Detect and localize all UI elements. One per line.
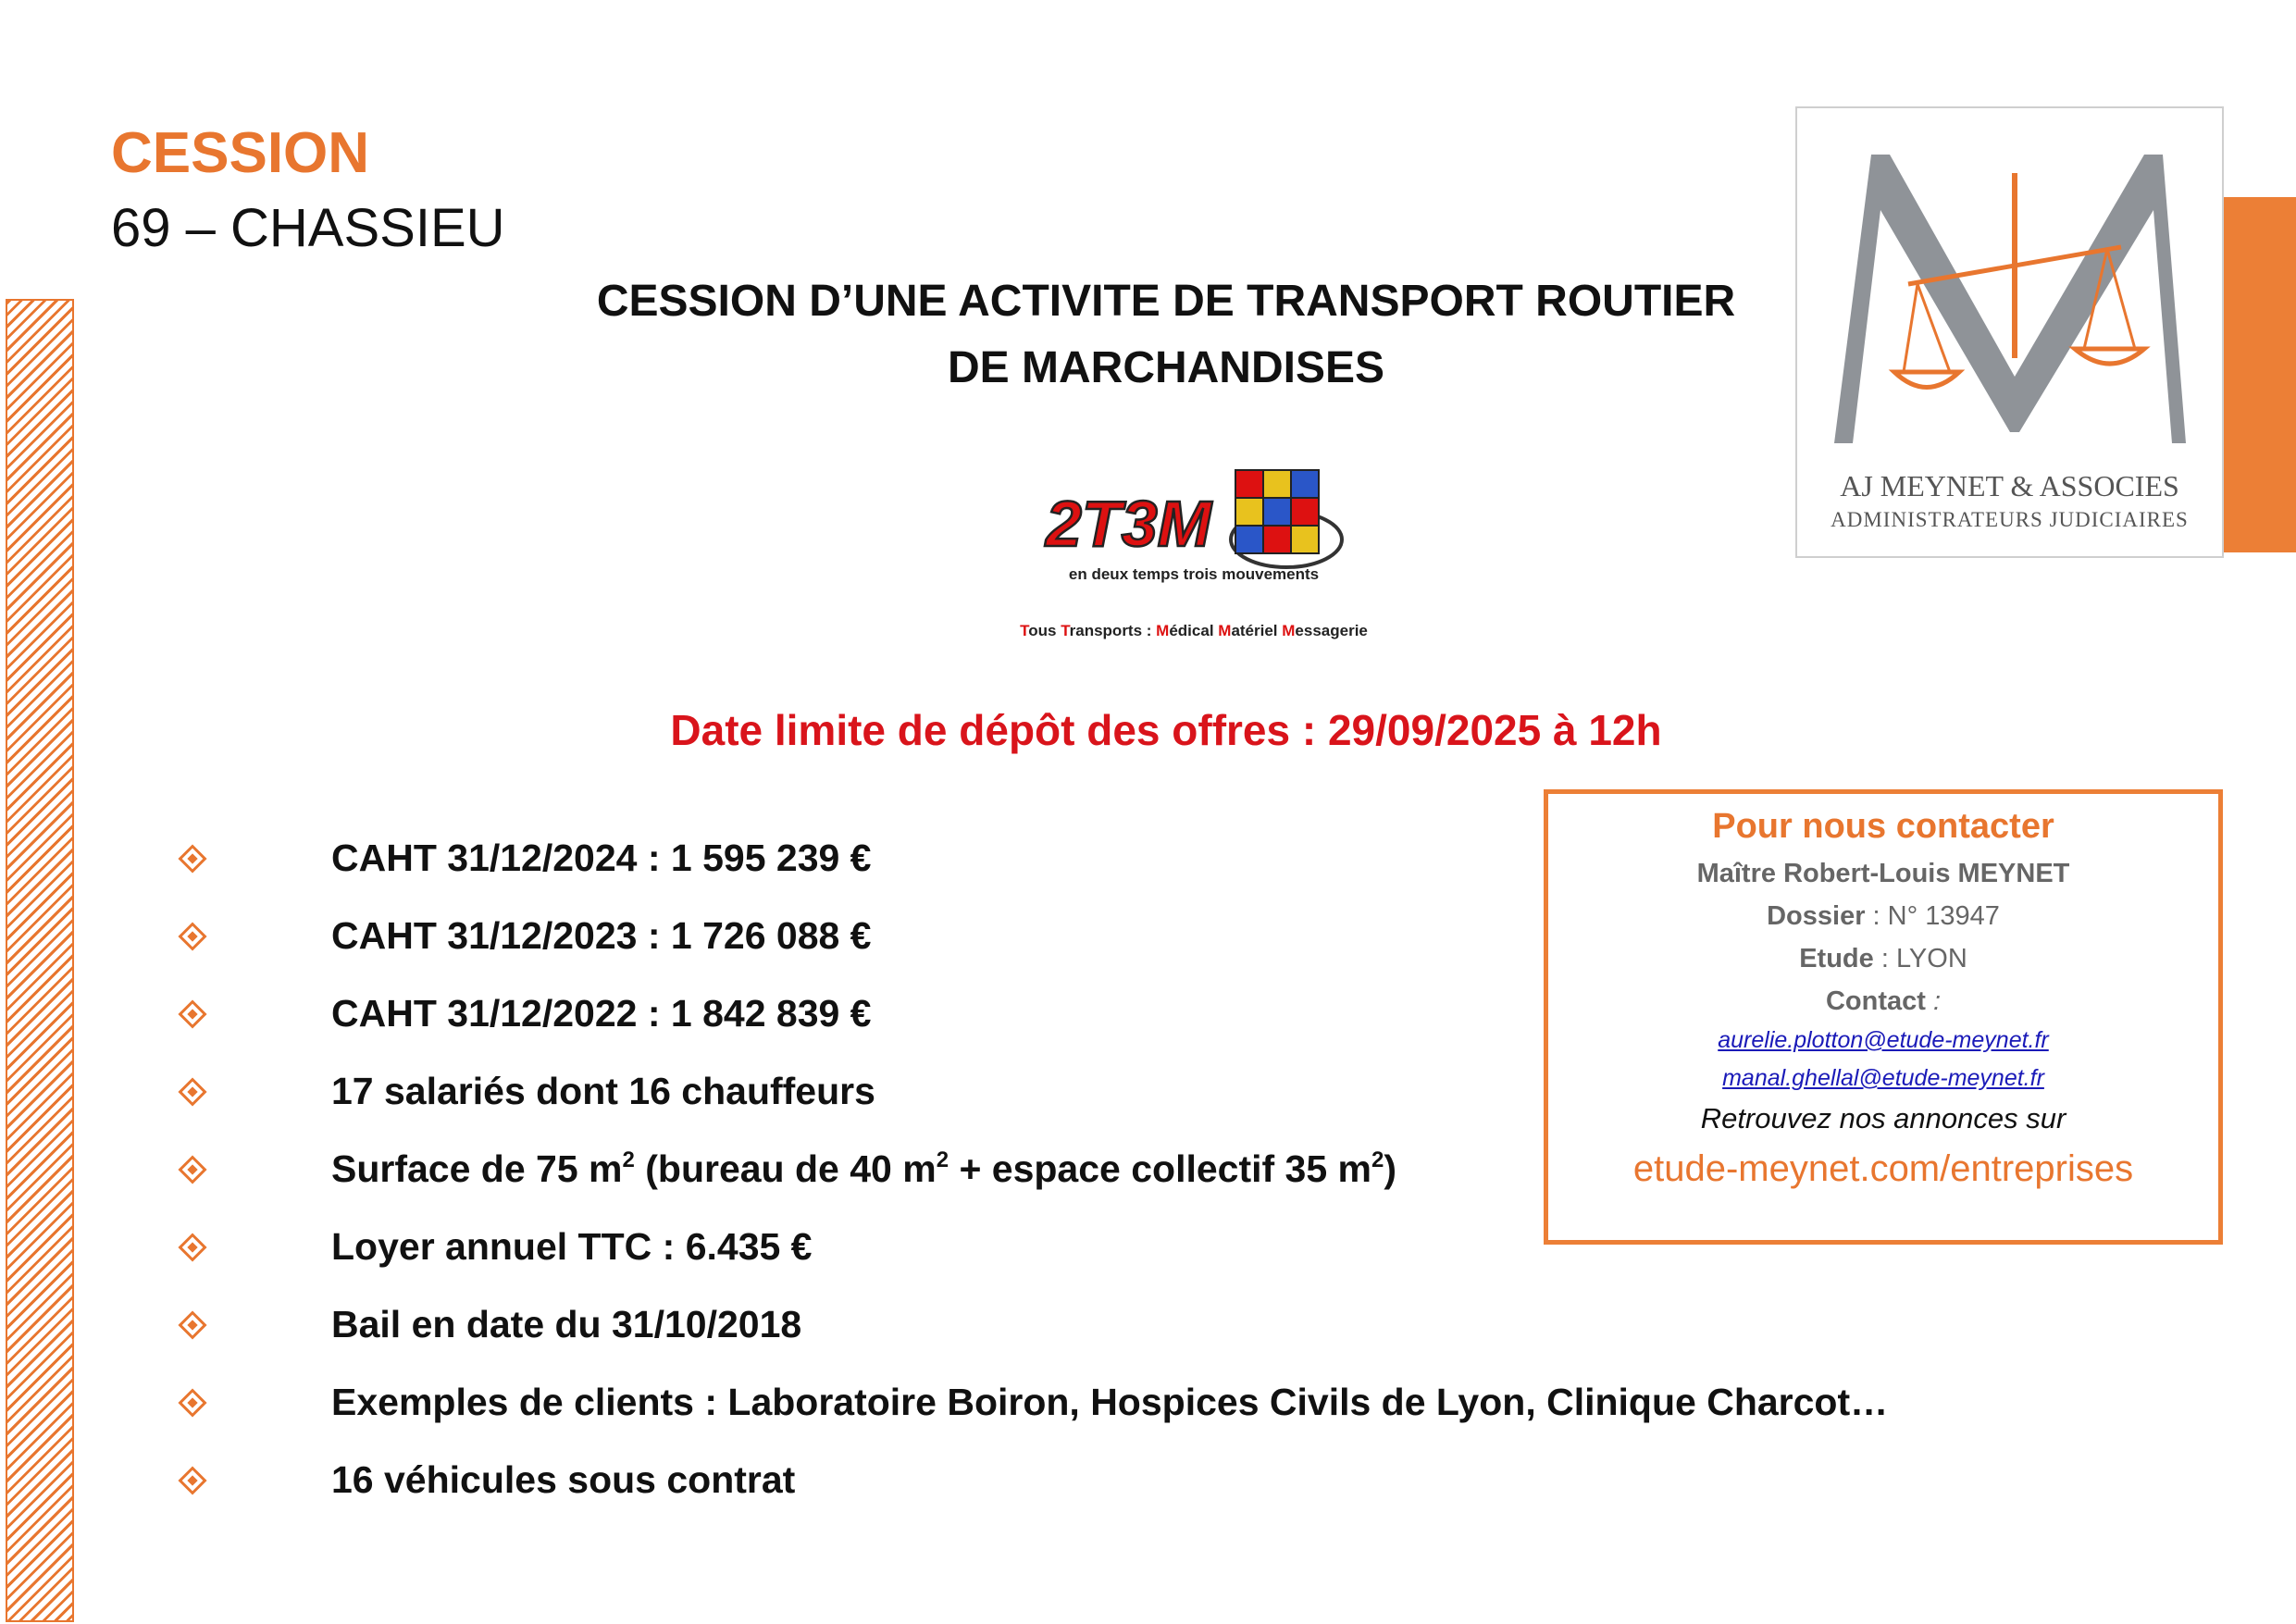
diamond-bullet-icon [178,1466,206,1494]
diamond-bullet-icon [178,922,206,950]
firm-name: AJ MEYNET & ASSOCIES [1840,469,2179,502]
contact-box [1544,789,2223,1245]
diamond-bullet-icon [178,844,206,873]
right-orange-bar [2224,197,2296,552]
diamond-bullet-icon [178,1310,206,1339]
left-hatched-stripe [6,299,74,1622]
diamond-bullet-icon [178,999,206,1028]
retrouvez-text: Retrouvez nos annonces sur [1700,1102,2066,1134]
offer-deadline: Date limite de dépôt des offres : 29/09/2025 à 12h [670,706,1662,754]
email-link-1[interactable]: aurelie.plotton@etude-meynet.fr [1718,1027,2049,1053]
contact-etude: Etude : LYON [1799,944,1967,973]
contact-title: Pour nous contacter [1712,807,2054,846]
location-title: 69 – CHASSIEU [111,198,505,258]
page-title-line-2: DE MARCHANDISES [947,343,1385,392]
firm-subtitle: ADMINISTRATEURS JUDICIAIRES [1831,508,2189,531]
company-logo-2t3m [1009,461,1379,600]
diamond-bullet-icon [178,1077,206,1106]
cession-kicker: CESSION [111,121,370,185]
brand-2t3m: 2T3M [1046,488,1211,560]
rubiks-cube-icon [1235,470,1319,553]
contact-dossier: Dossier : N° 13947 [1767,901,2000,931]
firm-logo [1795,106,2224,558]
email-link-2[interactable]: manal.ghellal@etude-meynet.fr [1722,1065,2044,1091]
contact-label: Contact : [1825,986,1942,1016]
page-title-line-1: CESSION D’UNE ACTIVITE DE TRANSPORT ROUTIER [596,277,1736,326]
diamond-bullet-icon [178,1233,206,1261]
brand-slogan: en deux temps trois mouvements [1068,565,1320,583]
website-link[interactable]: etude-meynet.com/entreprises [1632,1148,2134,1189]
page-title [518,268,1814,402]
contact-person: Maître Robert-Louis MEYNET [1696,859,2070,888]
diamond-bullet-icon [178,1155,206,1184]
diamond-bullet-icon [178,1388,206,1417]
company-tagline: Tous Transports : Médical Matériel Messagerie [1020,622,1368,639]
